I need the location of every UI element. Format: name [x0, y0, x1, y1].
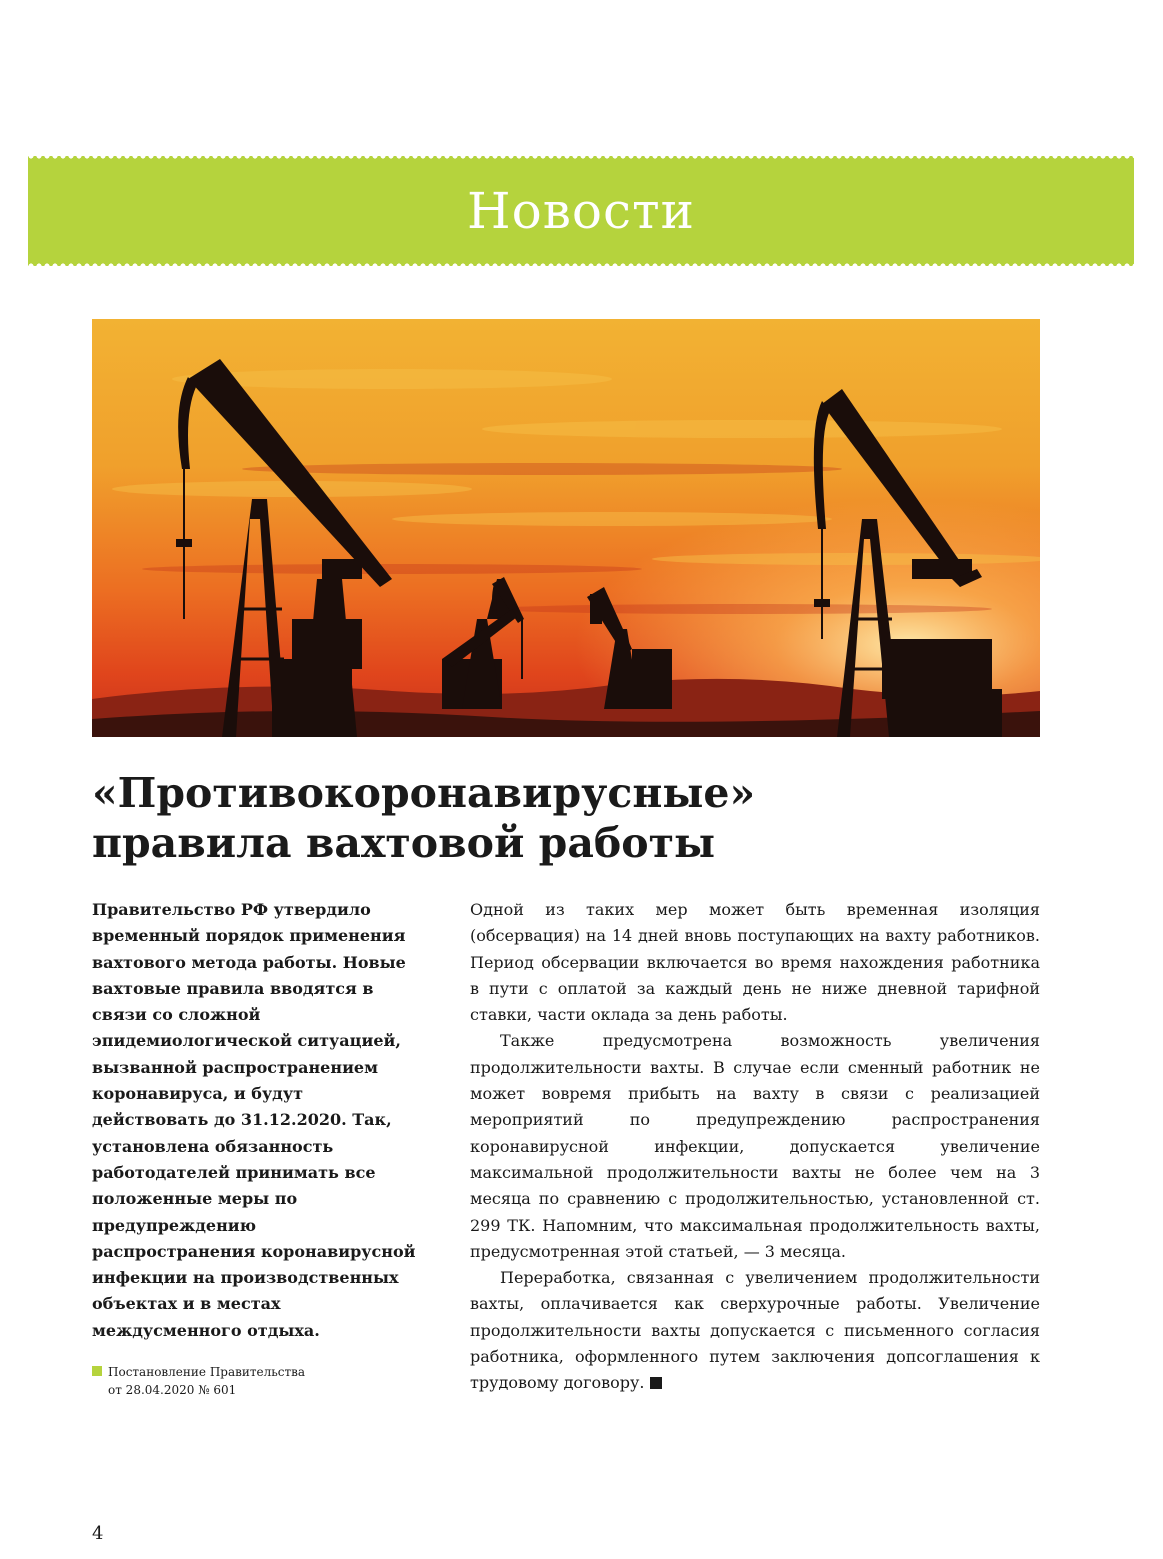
- headline-line-2: правила вахтовой работы: [92, 819, 716, 867]
- source-line-2: от 28.04.2020 № 601: [108, 1383, 237, 1397]
- end-mark-icon: [650, 1377, 662, 1389]
- paragraph-2: Также предусмотрена возможность увеличения продолжительности вахты. В случае если сменный работник не может вовремя прибыть на вахту в связи с реализацией мероприятий по предупреждению распространения коронавирусной инфекции, допускается увеличение максимальной продолжительности вахты не более чем на 3 месяца по сравнению с продолжительностью, установленной ст. 299 ТК. Напомним, что максимальная продолжительность вахты, предусмотренная этой статьей, — 3 месяца.: [470, 1031, 1040, 1261]
- bullet-square-icon: [92, 1366, 102, 1376]
- source-line-1: Постановление Правительства: [108, 1365, 306, 1379]
- section-title: Новости: [467, 182, 695, 240]
- article-lead: Правительство РФ утвердило временный порядок применения вахтового метода работы. Новые вахтовые правила вводятся в связи со сложной эпидемиологической ситуацией, вызванной распространением коронавируса, и будут действовать до 31.12.2020. Так, установлена обязанность работодателей принимать все положенные меры по предупреждению распространения коронавирусной инфекции на производственных объектах и в местах междусменного отдыха.: [92, 900, 416, 1340]
- paragraph-3-text: Переработка, связанная с увеличением продолжительности вахты, оплачивается как сверхурочные работы. Увеличение продолжительности вахты допускается с письменного согласия работника, оформленного путем заключения допсоглашения к трудовому договору.: [470, 1268, 1040, 1393]
- article-headline: [92, 768, 1072, 868]
- headline-line-1: «Противокоронавирусные»: [92, 769, 756, 817]
- section-banner: [28, 156, 1134, 266]
- article-body: [470, 897, 1040, 1397]
- source-reference: [92, 1363, 392, 1399]
- page-number: 4: [92, 1523, 104, 1544]
- article-photo: [92, 319, 1040, 737]
- paragraph-1: Одной из таких мер может быть временная изоляция (обсервация) на 14 дней вновь поступающих на вахту работников. Период обсервации включается во время нахождения работника в пути с оплатой за каждый день не ниже дневной тарифной ставки, части оклада за день работы.: [470, 900, 1040, 1025]
- paragraph-3: [470, 1265, 1040, 1396]
